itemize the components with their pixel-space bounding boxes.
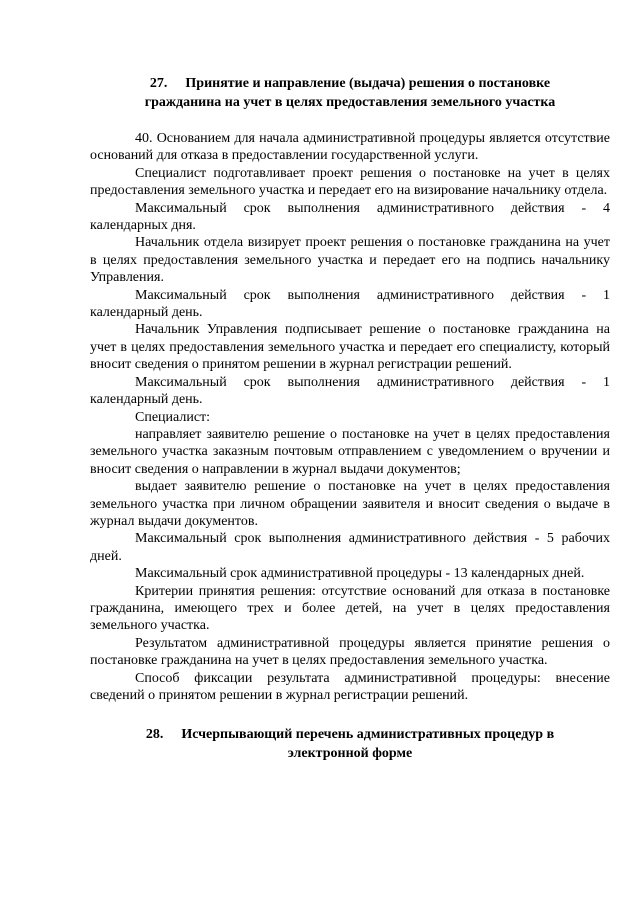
section-title-line: гражданина на учет в целях предоставления земельного участка xyxy=(144,95,556,110)
section-28-heading xyxy=(90,725,610,763)
section-number: 28. xyxy=(145,727,164,743)
section-title-line: электронной форме xyxy=(287,746,413,762)
paragraph: Специалист подготавливает проект решения о постановке на учет в целях предоставления земельного участка и передает его на визирование начальнику отдела. xyxy=(90,165,610,199)
section-title-line: Исчерпывающий перечень административных процедур в xyxy=(181,727,555,743)
paragraph: Максимальный срок выполнения административного действия - 1 календарный день. xyxy=(90,374,610,408)
paragraph: направляет заявителю решение о постановке на учет в целях предоставления земельного участка заказным почтовым отправлением с уведомлением о вручении и вносит сведения о направлении в журнал выдачи документов; xyxy=(90,426,610,477)
paragraph: Максимальный срок выполнения административного действия - 4 календарных дня. xyxy=(90,200,610,234)
paragraph: Способ фиксации результата административной процедуры: внесение сведений о принятом решении в журнал регистрации решений. xyxy=(90,670,610,703)
paragraph: 40. Основанием для начала административной процедуры является отсутствие оснований для отказа в предоставлении государственной услуги. xyxy=(90,131,610,164)
section-27-heading xyxy=(90,74,610,112)
paragraph: Специалист: xyxy=(135,409,211,425)
section-number: 27. xyxy=(149,76,168,91)
document-page xyxy=(90,74,610,781)
paragraph: Максимальный срок административной процедуры - 13 календарных дней. xyxy=(135,566,585,582)
paragraph: Начальник Управления подписывает решение о постановке гражданина на учет в целях предоставления земельного участка и передает его специалисту, который вносит сведения о принятом решении в журнал регистрации решений. xyxy=(90,322,610,373)
paragraph: Начальник отдела визирует проект решения о постановке гражданина на учет в целях предоставления земельного участка и передает его на подпись начальнику Управления. xyxy=(90,235,610,286)
paragraph: Критерии принятия решения: отсутствие оснований для отказа в постановке гражданина, имеющего трех и более детей, на учет в целях предоставления земельного участка. xyxy=(90,583,610,634)
paragraph: Максимальный срок выполнения административного действия - 1 календарный день. xyxy=(90,287,610,321)
paragraph: выдает заявителю решение о постановке на учет в целях предоставления земельного участка при личном обращении заявителя и вносит сведения о выдаче в журнал выдачи документов. xyxy=(90,479,610,529)
section-title-line: Принятие и направление (выдача) решения о постановке xyxy=(185,76,551,91)
paragraph: Результатом административной процедуры является принятие решения о постановке гражданина на учет в целях предоставления земельного участка. xyxy=(90,635,610,669)
paragraph: Максимальный срок выполнения административного действия - 5 рабочих дней. xyxy=(90,531,610,564)
